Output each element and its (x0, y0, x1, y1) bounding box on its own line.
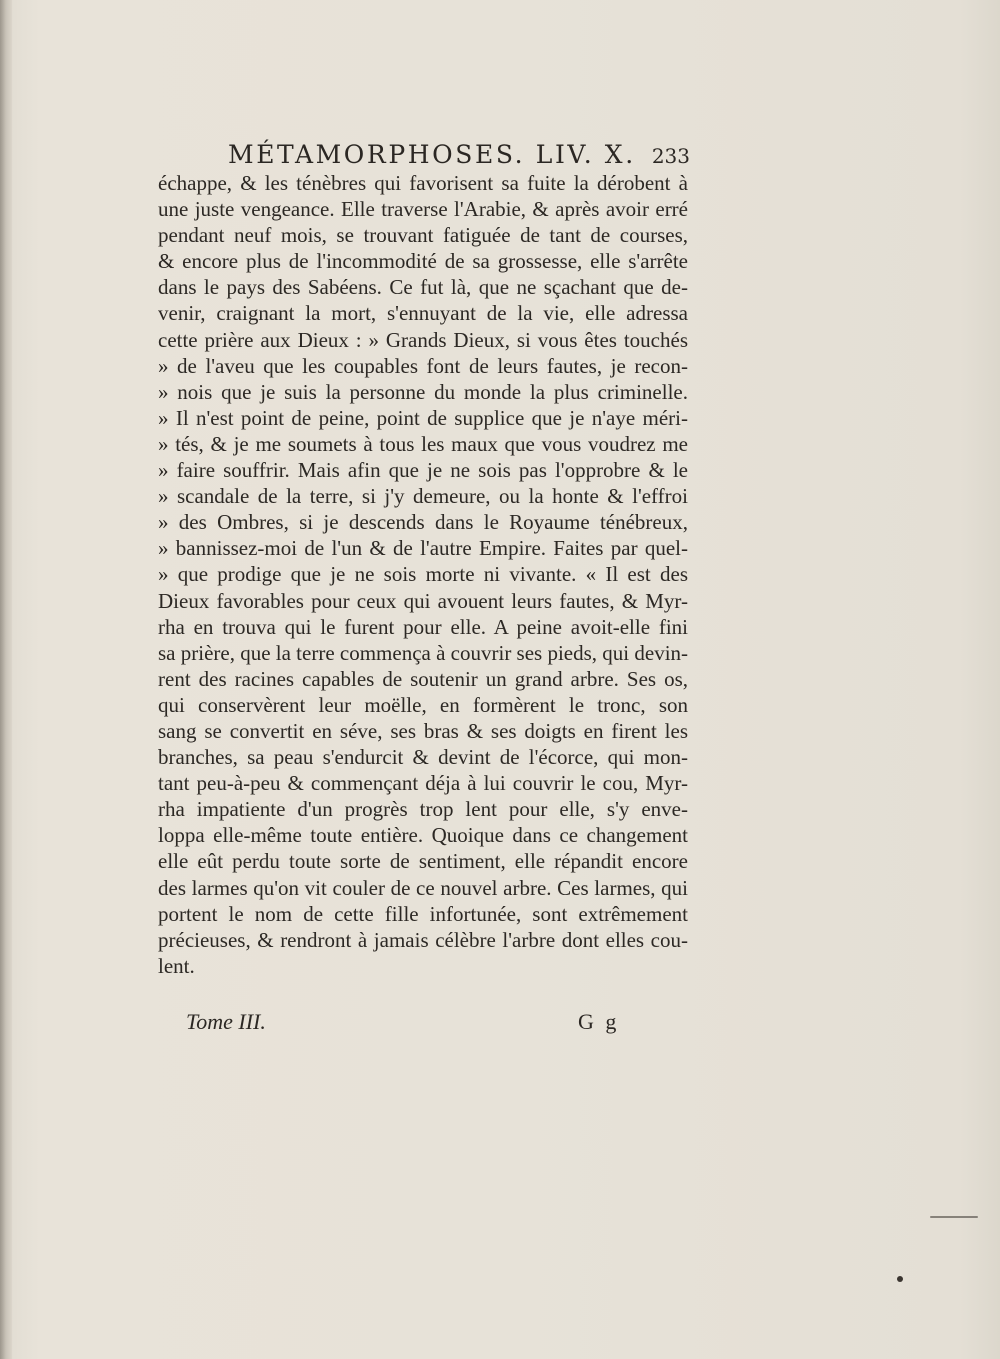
binding-gutter (0, 0, 12, 1359)
text-line: branches, sa peau s'endurcit & devint de l'écorce, qui mon- (158, 745, 688, 770)
text-line: loppa elle-même toute entière. Quoique dans ce changement (158, 823, 688, 848)
text-line: des larmes qu'on vit couler de ce nouvel arbre. Ces larmes, qui (158, 875, 688, 900)
text-line: rha impatiente d'un progrès trop lent pour elle, s'y enve- (158, 797, 688, 822)
text-line: venir, craignant la mort, s'ennuyant de la vie, elle adressa (158, 301, 688, 326)
text-line: rent des racines capables de soutenir un grand arbre. Ses os, (158, 666, 688, 691)
text-line: » de l'aveu que les coupables font de leurs fautes, je recon- (158, 353, 688, 378)
volume-label: Tome III. (186, 1009, 266, 1034)
text-line: elle eût perdu toute sorte de sentiment, elle répandit encore (158, 849, 688, 874)
text-line: sang se convertit en séve, ses bras & ses doigts en firent les (158, 718, 688, 743)
signature-mark: G g (578, 1009, 620, 1034)
text-line: lent. (158, 953, 195, 978)
text-line: échappe, & les ténèbres qui favorisent sa fuite la dérobent à (158, 171, 688, 195)
text-line: & encore plus de l'incommodité de sa grossesse, elle s'arrête (158, 249, 688, 274)
text-line: précieuses, & rendront à jamais célèbre l'arbre dont elles cou- (158, 927, 688, 952)
text-line: » faire souffrir. Mais afin que je ne sois pas l'opprobre & le (158, 458, 688, 483)
page-footer (186, 1009, 626, 1039)
text-line: » scandale de la terre, si j'y demeure, ou la honte & l'effroi (158, 484, 688, 509)
page-number: 233 (651, 144, 690, 168)
text-line: pendant neuf mois, se trouvant fatiguée de tant de courses, (158, 223, 688, 248)
text-line: » Il n'est point de peine, point de supplice que je n'aye méri- (158, 405, 688, 430)
text-line: cette prière aux Dieux : » Grands Dieux, si vous êtes touchés (158, 327, 688, 352)
text-line: tant peu-à-peu & commençant déja à lui couvrir le cou, Myr- (158, 771, 688, 796)
text-line: » que prodige que je ne sois morte ni vivante. « Il est des (158, 562, 688, 587)
text-line: sa prière, que la terre commença à couvrir ses pieds, qui devin- (158, 640, 689, 665)
text-line: qui conservèrent leur moëlle, en formèrent le tronc, son (158, 692, 688, 717)
text-line: » bannissez-moi de l'un & de l'autre Empire. Faites par quel- (158, 536, 688, 561)
text-line: portent le nom de cette fille infortunée, sont extrêmement (158, 901, 688, 926)
paper-speck (897, 1276, 903, 1282)
text-line: » tés, & je me soumets à tous les maux que vous voudrez me (158, 431, 688, 456)
running-title: MÉTAMORPHOSES. LIV. X. (228, 140, 636, 169)
body-text (158, 170, 688, 979)
text-line: Dieux favorables pour ceux qui avouent leurs fautes, & Myr- (158, 588, 688, 613)
text-line: dans le pays des Sabéens. Ce fut là, que ne sçachant que de- (158, 275, 688, 300)
text-line: » des Ombres, si je descends dans le Royaume ténébreux, (158, 510, 688, 535)
text-line: » nois que je suis la personne du monde la plus criminelle. (158, 379, 688, 404)
paper-speck (930, 1216, 978, 1218)
text-line: rha en trouva qui le furent pour elle. A peine avoit-elle fini (158, 614, 688, 639)
text-line: une juste vengeance. Elle traverse l'Arabie, & après avoir erré (158, 197, 688, 222)
